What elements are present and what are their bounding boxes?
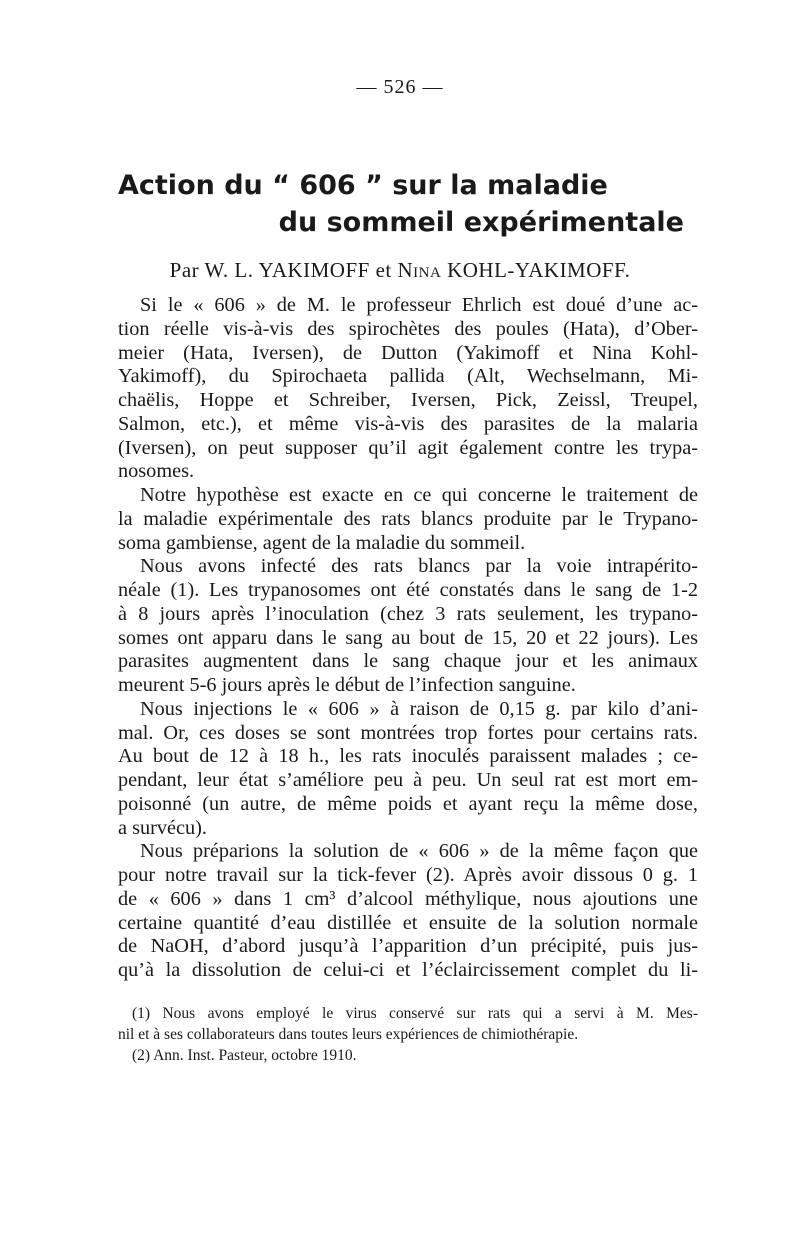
text-line: de NaOH, d’abord jusqu’à l’apparition d’un précipité, puis jus- xyxy=(118,935,698,958)
paragraph-3 xyxy=(118,555,698,698)
text-line: parasites augmentent dans le sang chaque jour et les animaux xyxy=(118,650,698,673)
text-line: la maladie expérimentale des rats blancs produite par le Trypano- xyxy=(118,507,698,530)
text-line: tion réelle vis-à-vis des spirochètes des poules (Hata), d’Ober- xyxy=(118,317,698,340)
text-line: Nous injections le « 606 » à raison de 0,15 g. par kilo d’ani- xyxy=(140,697,698,720)
text-line: nosomes. xyxy=(118,460,195,483)
text-line: a survécu). xyxy=(118,816,207,839)
paragraph-1 xyxy=(118,294,698,484)
footnote-2 xyxy=(118,1045,698,1066)
text-line: à 8 jours après l’inoculation (chez 3 rats seulement, les trypano- xyxy=(118,602,698,625)
paragraph-4 xyxy=(118,698,698,841)
text-line: soma gambiense, agent de la maladie du sommeil. xyxy=(118,531,526,554)
page-number: — 526 — xyxy=(356,76,444,98)
text-line: Si le « 606 » de M. le professeur Ehrlich est doué d’une ac- xyxy=(140,294,698,316)
text-line: Notre hypothèse est exacte en ce qui concerne le traitement de xyxy=(140,484,698,506)
text-line: meier (Hata, Iversen), de Dutton (Yakimoff et Nina Kohl- xyxy=(118,341,698,364)
text-line: poisonné (un autre, de même poids et ayant reçu la même dose, xyxy=(118,792,698,815)
text-line: somes ont apparu dans le sang au bout de 15, 20 et 22 jours). Les xyxy=(118,626,698,649)
text-line: néale (1). Les trypanosomes ont été constatés dans le sang de 1-2 xyxy=(118,579,698,601)
paragraph-5 xyxy=(118,840,698,983)
article-title-line-2: du sommeil expérimentale xyxy=(278,207,684,238)
text-line: mal. Or, ces doses se sont montrées trop fortes pour certains rats. xyxy=(118,721,698,744)
text-line: qu’à la dissolution de celui-ci et l’éclaircissement complet du li- xyxy=(118,959,698,981)
text-line: (Iversen), on peut supposer qu’il agit également contre les trypa- xyxy=(118,436,698,459)
text-line: Yakimoff), du Spirochaeta pallida (Alt, Wechselmann, Mi- xyxy=(118,365,698,388)
footnotes xyxy=(118,1003,698,1066)
text-line: pendant, leur état s’améliore peu à peu. Un seul rat est mort em- xyxy=(118,769,698,791)
footnote-line: nil et à ses collaborateurs dans toutes leurs expériences de chimiothérapie. xyxy=(118,1026,579,1043)
author-byline xyxy=(0,258,800,283)
text-line: de « 606 » dans 1 cm³ d’alcool méthylique, nous ajoutions une xyxy=(118,887,698,910)
byline-suffix: KOHL-YAKIMOFF. xyxy=(441,258,631,282)
article-body xyxy=(118,294,698,983)
text-line: Nous avons infecté des rats blancs par la voie intrapérito- xyxy=(140,555,698,578)
footnote-line: (1) Nous avons employé le virus conservé sur rats qui a servi à M. Mes- xyxy=(132,1005,698,1022)
footnote-line: (2) Ann. Inst. Pasteur, octobre 1910. xyxy=(132,1047,357,1064)
text-line: Nous préparions la solution de « 606 » de la même façon que xyxy=(140,840,698,863)
text-line: pour notre travail sur la tick-fever (2). Après avoir dissous 0 g. 1 xyxy=(118,864,698,886)
byline-prefix: Par W. L. YAKIMOFF et xyxy=(169,258,398,282)
footnote-1 xyxy=(118,1003,698,1045)
paragraph-2 xyxy=(118,484,698,555)
byline-small-caps-name: Nina xyxy=(397,258,442,282)
text-line: chaëlis, Hoppe et Schreiber, Iversen, Pick, Zeissl, Treupel, xyxy=(118,389,698,411)
text-line: Salmon, etc.), et même vis-à-vis des parasites de la malaria xyxy=(118,412,698,435)
article-title-line-1: Action du “ 606 ” sur la maladie xyxy=(118,170,608,201)
text-line: Au bout de 12 à 18 h., les rats inoculés paraissent malades ; ce- xyxy=(118,745,698,768)
text-line: meurent 5-6 jours après le début de l’infection sanguine. xyxy=(118,674,576,696)
text-line: certaine quantité d’eau distillée et ensuite de la solution normale xyxy=(118,911,698,934)
